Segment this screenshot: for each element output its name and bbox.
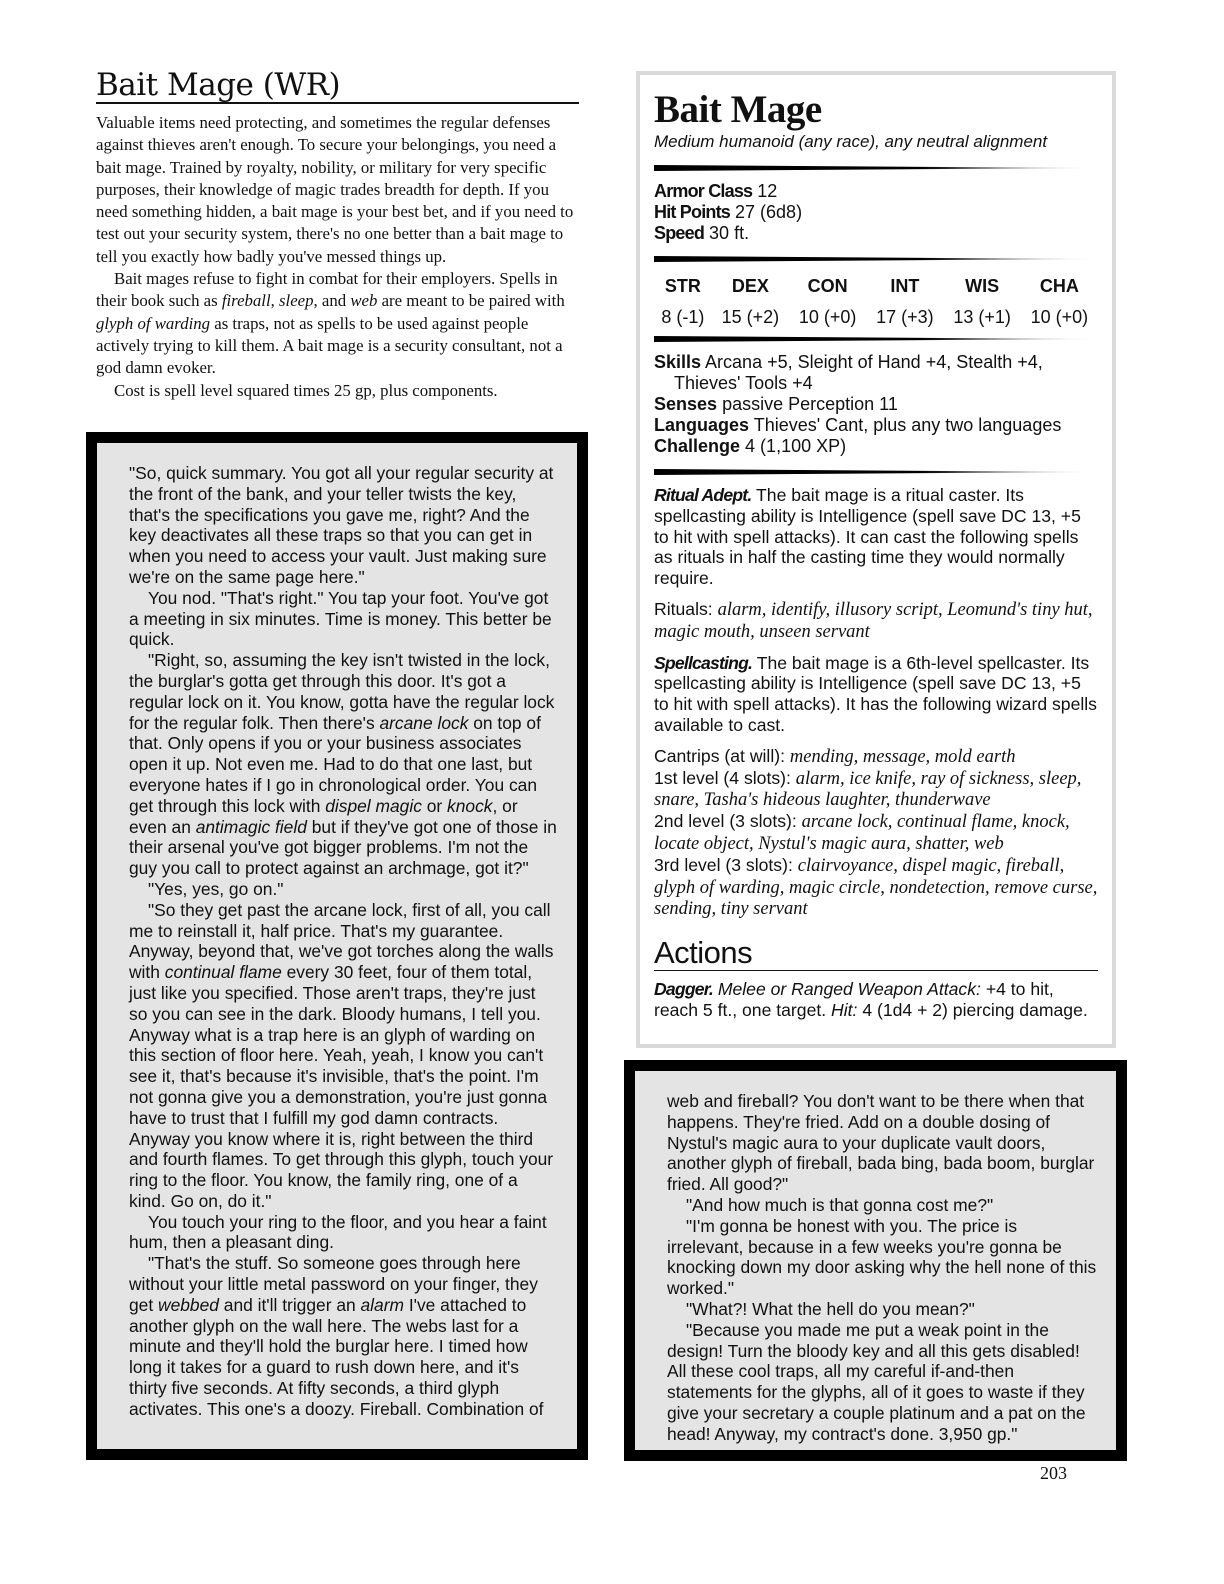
spell-name: continual flame bbox=[164, 962, 282, 983]
story-paragraph: You nod. "That's right." You tap your foot. You've got a meeting in six minutes. Time is money. This better be quick. bbox=[129, 587, 552, 650]
text-run: "That's the stuff. So someone goes through here without your little metal password on your finger, they get bbox=[129, 1253, 538, 1315]
ability-value: 10 (+0) bbox=[798, 307, 857, 327]
spell-name: antimagic field bbox=[195, 816, 307, 837]
page-number: 203 bbox=[1040, 1463, 1067, 1483]
ability-header: CON bbox=[807, 276, 848, 296]
story-box-left bbox=[86, 432, 588, 1460]
story-paragraph bbox=[129, 1253, 557, 1419]
spell-list: clairvoyance, dispel magic, fireball, glyph of warding, magic circle, nondetection, remove curse, sending, tiny servant bbox=[654, 855, 1098, 920]
story-paragraph: "So, quick summary. You got all your regular security at the front of the bank, and your teller twists the key, that's the specifications you gave me, right? And the key deactivates all these traps so that you can get in when you need to access your vault. Just making sure we're on the same page here." bbox=[129, 463, 554, 587]
spell-name: sleep bbox=[279, 291, 314, 311]
trait-name: Ritual Adept. bbox=[654, 485, 752, 505]
text-run: are meant to be paired with bbox=[377, 291, 565, 311]
monster-name: Bait Mage bbox=[654, 88, 822, 131]
stat-value: 4 (1,100 XP) bbox=[745, 436, 847, 456]
spell-level-label: Cantrips (at will): bbox=[654, 745, 785, 766]
ability-header: CHA bbox=[1039, 276, 1079, 296]
ability-value-row bbox=[654, 307, 1098, 332]
speed bbox=[654, 223, 1098, 244]
taper-divider bbox=[654, 336, 1098, 342]
trait-text: The bait mage is a ritual caster. Its spellcasting ability is Intelligence (spell save DC 13, +5 to hit with spell attacks). It can cast the following spells as rituals in half the casting time they would normally require. bbox=[654, 485, 1081, 589]
stat-value: Thieves' Cant, plus any two languages bbox=[753, 415, 1062, 435]
stat-label: Armor Class bbox=[654, 181, 753, 201]
stat-block bbox=[636, 71, 1116, 1048]
stat-value: 27 (6d8) bbox=[735, 202, 803, 222]
ability-value: 15 (+2) bbox=[721, 307, 780, 327]
text-run: I've attached to another glyph on the wall here. The webs last for a minute and they'll hold the burglar here. I timed how long it takes for a guard to rush down here, and it's thirty five seconds. At fifty seconds, a third glyph activates. This one's a doozy. Fireball. Combination of bbox=[129, 1294, 544, 1419]
section-title: Bait Mage (WR) bbox=[96, 67, 341, 103]
monster-type: Medium humanoid (any race), any neutral alignment bbox=[654, 132, 1048, 151]
stat-label: Hit Points bbox=[654, 202, 730, 222]
text-run: but if they've got one of those in their arsenal you've got bigger problems. I'm not the guy you call to protect against an archmage, got it?" bbox=[129, 816, 557, 879]
hit-label: Hit: bbox=[831, 999, 858, 1020]
ritual-adept-trait bbox=[654, 485, 1098, 589]
taper-divider bbox=[654, 165, 1098, 171]
spell-name: glyph of warding bbox=[96, 313, 211, 333]
stat-value: Arcana +5, Sleight of Hand +4, Stealth +4, Thieves' Tools +4 bbox=[674, 352, 1043, 393]
ability-scores-table bbox=[654, 272, 1098, 332]
spell-list: arcane lock, continual flame, knock, locate object, Nystul's magic aura, shatter, web bbox=[654, 812, 1070, 854]
armor-class bbox=[654, 181, 1098, 202]
spell-name: arcane lock bbox=[379, 712, 469, 733]
intro-paragraph bbox=[96, 268, 579, 379]
trait-name: Spellcasting. bbox=[654, 652, 753, 673]
story-paragraph: web and fireball? You don't want to be there when that happens. They're fried. Add on a double dosing of Nystul's magic aura to your duplicate vault doors, another glyph of fireball, bada bing, bada boom, burglar fried. All good?" bbox=[667, 1091, 1095, 1195]
trait-text: The bait mage is a 6th-level spellcaster. Its spellcasting ability is Intelligence (spell save DC 13, +5 to hit with spell attacks). It has the following wizard spells available to cast. bbox=[654, 652, 1097, 735]
spell-level-label: 1st level (4 slots): bbox=[654, 767, 791, 788]
story-paragraph: You touch your ring to the floor, and you hear a faint hum, then a pleasant ding. bbox=[129, 1211, 547, 1253]
ability-header: STR bbox=[664, 276, 701, 296]
text-run: Bait mages refuse to fight in combat for their employers. Spells in their book such as bbox=[96, 269, 558, 311]
text-run: and it'll trigger an bbox=[218, 1294, 361, 1315]
challenge bbox=[654, 436, 1098, 457]
story-box-right bbox=[624, 1060, 1127, 1461]
spell-name: alarm bbox=[360, 1294, 404, 1315]
text-run: , bbox=[270, 291, 280, 311]
spell-name: web bbox=[350, 291, 378, 311]
text-run: , or even an bbox=[129, 795, 518, 837]
spell-level-label: 2nd level (3 slots): bbox=[654, 811, 797, 832]
spell-list: mending, message, mold earth bbox=[789, 746, 1016, 767]
ability-value: 8 (-1) bbox=[661, 307, 705, 327]
stat-value: 30 ft. bbox=[709, 223, 750, 243]
stat-label: Speed bbox=[654, 223, 705, 243]
spell-levels bbox=[654, 746, 1098, 920]
ability-value: 10 (+0) bbox=[1030, 307, 1089, 327]
spellcasting-trait bbox=[654, 653, 1098, 736]
attack-type: Melee or Ranged Weapon Attack: bbox=[717, 979, 981, 1000]
list-label: Rituals: bbox=[654, 598, 713, 619]
stat-label: Challenge bbox=[654, 436, 741, 456]
spell-name: dispel magic bbox=[325, 795, 422, 816]
ability-header-row bbox=[654, 272, 1098, 307]
text-run: on top of that. Only opens if you or your business associates open it up. Not even me. Had to do that one last, but everyone hates if I go in chronological order. You can get through this lock with bbox=[129, 712, 541, 816]
taper-divider bbox=[654, 469, 1098, 475]
spell-level-line bbox=[654, 811, 1098, 855]
rituals-list bbox=[654, 599, 1098, 643]
dagger-action bbox=[654, 979, 1098, 1021]
spell-name: fireball bbox=[221, 291, 271, 311]
spell-name: webbed bbox=[158, 1294, 219, 1315]
stat-label: Senses bbox=[654, 394, 718, 414]
text-run: , and bbox=[313, 291, 351, 311]
taper-divider bbox=[654, 256, 1098, 262]
story-paragraph: "And how much is that gonna cost me?" bbox=[686, 1194, 994, 1215]
stat-value: 12 bbox=[757, 181, 778, 201]
actions-divider bbox=[654, 970, 1098, 971]
stat-label: Languages bbox=[654, 415, 750, 435]
intro-text bbox=[96, 112, 579, 402]
story-paragraph: "I'm gonna be honest with you. The price is irrelevant, because in a few weeks you're gonna be knocking down my door asking why the hell none of this worked." bbox=[667, 1215, 1097, 1299]
skills bbox=[654, 352, 1098, 394]
spell-level-line bbox=[654, 768, 1098, 812]
ability-header: WIS bbox=[965, 276, 1000, 296]
ability-header: INT bbox=[890, 276, 920, 296]
story-paragraph: "Because you made me put a weak point in the design! Turn the bloody key and all this gets disabled! All these cool traps, all my careful if-and-then statements for the glyphs, all of it goes to waste if they give your secretary a couple platinum and a pat on the head! Anyway, my contract's done. 3,950 gp." bbox=[667, 1319, 1086, 1444]
story-paragraph: "What?! What the hell do you mean?" bbox=[686, 1298, 975, 1319]
spell-level-line bbox=[654, 746, 1098, 768]
action-text: 4 (1d4 + 2) piercing damage. bbox=[862, 999, 1088, 1020]
text-run: "Right, so, assuming the key isn't twisted in the lock, the burglar's gotta get through this door. It's got a regular lock on it. You know, gotta have the regular lock for the regular folk. Then there's bbox=[129, 650, 555, 733]
intro-paragraph: Valuable items need protecting, and sometimes the regular defenses against thieves aren't enough. To secure your belongings, you need a bait mage. Trained by royalty, nobility, or military for very specific purposes, their knowledge of magic trades breadth for depth. If you need something hidden, a bait mage is your best bet, and if you need to test out your security system, there's no one better than a bait mage to tell you exactly how badly you've messed things up. bbox=[96, 113, 574, 266]
action-name: Dagger. bbox=[654, 979, 713, 1000]
spell-list: alarm, identify, illusory script, Leomund's tiny hut, magic mouth, unseen servant bbox=[654, 599, 1093, 642]
actions-heading: Actions bbox=[654, 935, 753, 971]
story-paragraph bbox=[129, 900, 557, 1212]
text-run: every 30 feet, four of them total, just like you specified. Those aren't traps, they're just so you can see in the dark. Bloody humans, I tell you. Anyway what is a trap here is an glyph of warding on this section of floor here. Yeah, yeah, I know you can't see it, that's because it's invisible, that's the point. I'm not gonna give you a demonstration, you're just gonna have to trust that I fulfill my god damn contracts. Anyway you know where it is, right between the third and fourth flames. To get through this glyph, touch your ring to the floor. You know, the family ring, one of a kind. Go on, do it." bbox=[129, 962, 554, 1211]
spell-list: alarm, ice knife, ray of sickness, sleep, snare, Tasha's hideous laughter, thunderwave bbox=[654, 768, 1082, 811]
story-paragraph: "Yes, yes, go on." bbox=[148, 878, 284, 899]
languages bbox=[654, 415, 1098, 436]
stat-value: passive Perception 11 bbox=[722, 394, 898, 414]
text-run: as traps, not as spells to be used against people actively trying to kill them. A bait mage is a security consultant, not a god damn evoker. bbox=[96, 313, 563, 378]
ability-value: 13 (+1) bbox=[953, 307, 1011, 327]
spell-level-line bbox=[654, 855, 1098, 920]
text-run: "So they get past the arcane lock, first of all, you call me to reinstall it, half price. That's my guarantee. Anyway, beyond that, we've got torches along the walls with bbox=[129, 899, 554, 983]
intro-paragraph: Cost is spell level squared times 25 gp, plus components. bbox=[114, 380, 498, 400]
ability-header: DEX bbox=[731, 276, 769, 296]
spell-level-label: 3rd level (3 slots): bbox=[654, 854, 793, 875]
text-run: or bbox=[421, 795, 448, 816]
intro-section bbox=[96, 66, 579, 402]
action-text: +4 to hit, reach 5 ft., one target. bbox=[654, 979, 1054, 1020]
ability-value: 17 (+3) bbox=[876, 307, 934, 327]
senses bbox=[654, 394, 1098, 415]
spell-name: knock bbox=[447, 795, 493, 816]
hit-points bbox=[654, 202, 1098, 223]
story-paragraph bbox=[129, 650, 557, 879]
stat-label: Skills bbox=[654, 352, 702, 372]
